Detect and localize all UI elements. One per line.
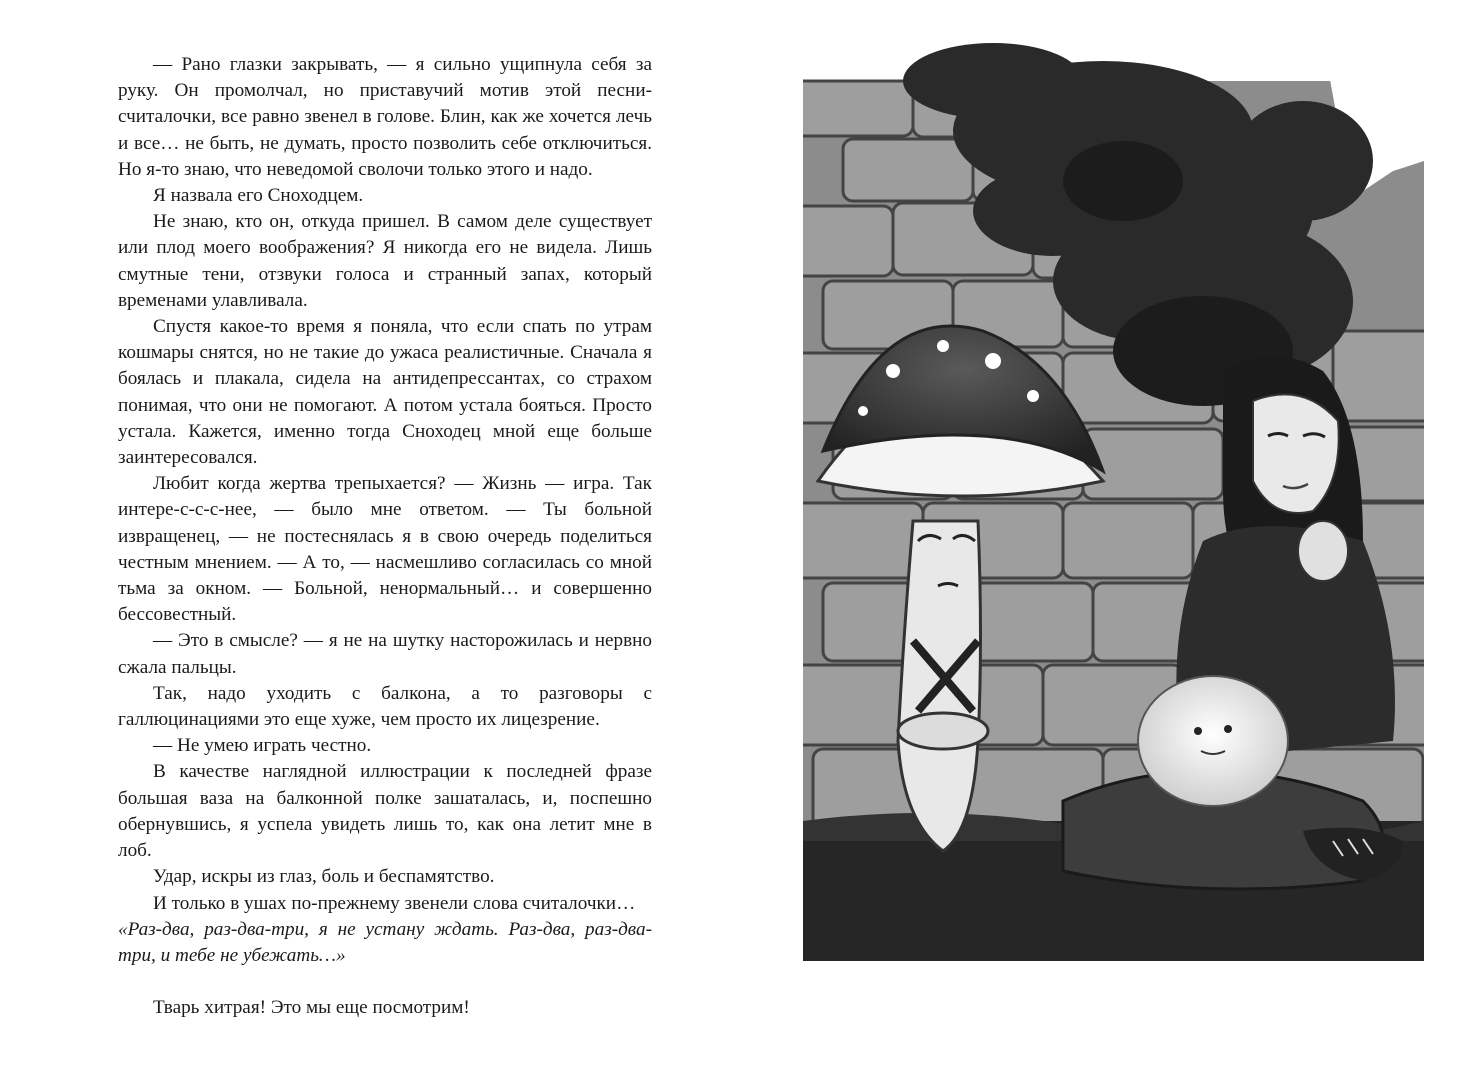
illustration	[803, 41, 1424, 961]
paragraph-5: Любит когда жертва трепыхается? — Жизнь — игра. Так интере-с-с-с-нее, — было мне ответом. — Ты больной извращенец, — не постеснялась я в свою очередь поделиться честным мнением. — А то, — насмешливо согласилась со мной тьма за окном. — Больной, ненормальный… и совершенно бессовестный.	[118, 473, 652, 626]
illustration-art	[803, 41, 1424, 961]
fluffy-creature	[1138, 676, 1288, 806]
paragraph-7: Так, надо уходить с балкона, а то разговоры с галлюцинациями это еще хуже, чем просто их лицезрение.	[118, 682, 652, 731]
text-block	[118, 52, 652, 1021]
paragraph-9: В качестве наглядной иллюстрации к последней фразе большая ваза на балконной полке зашаталась, и, поспешно обернувшись, я успела увидеть лишь то, как она летит мне в лоб.	[118, 761, 652, 862]
right-page	[735, 0, 1471, 1080]
paragraph-3: Не знаю, кто он, откуда пришел. В самом деле существует или плод моего воображения? Я никогда его не видела. Лишь смутные тени, отзвуки голоса и странный запах, который временами улавливала.	[118, 211, 652, 311]
left-page	[0, 0, 735, 1080]
paragraph-10: Удар, искры из глаз, боль и беспамятство.	[153, 866, 495, 888]
paragraph-4: Спустя какое-то время я поняла, что если спать по утрам кошмары снятся, но не такие до ужаса реалистичные. Сначала я боялась и плакала, сидела на антидепрессантах, со страхом понимая, что они не помогают. А потом устала бояться. Просто устала. Кажется, именно тогда Сноходец мной еще больше заинтересовался.	[118, 316, 652, 469]
italic-quote: «Раз-два, раз-два-три, я не устану ждать. Раз-два, раз-два-три, и тебе не убежать…»	[118, 918, 652, 966]
paragraph-6: — Это в смысле? — я не на шутку насторожилась и нервно сжала пальцы.	[118, 630, 652, 678]
paragraph-1: — Рано глазки закрывать, — я сильно ущипнула себя за руку. Он промолчал, но приставучий мотив этой песни-считалочки, все равно звенел в голове. Блин, как же хочется лечь и все… не быть, не думать, просто позволить себе отключиться. Но я-то знаю, что неведомой сволочи только этого и надо.	[118, 54, 652, 180]
paragraph-11: И только в ушах по-прежнему звенели слова считалочки…	[153, 892, 636, 914]
final-line: Тварь хитрая! Это мы еще посмотрим!	[153, 997, 470, 1019]
paragraph-8: — Не умею играть честно.	[153, 735, 372, 757]
paragraph-2: Я назвала его Сноходцем.	[153, 185, 364, 207]
